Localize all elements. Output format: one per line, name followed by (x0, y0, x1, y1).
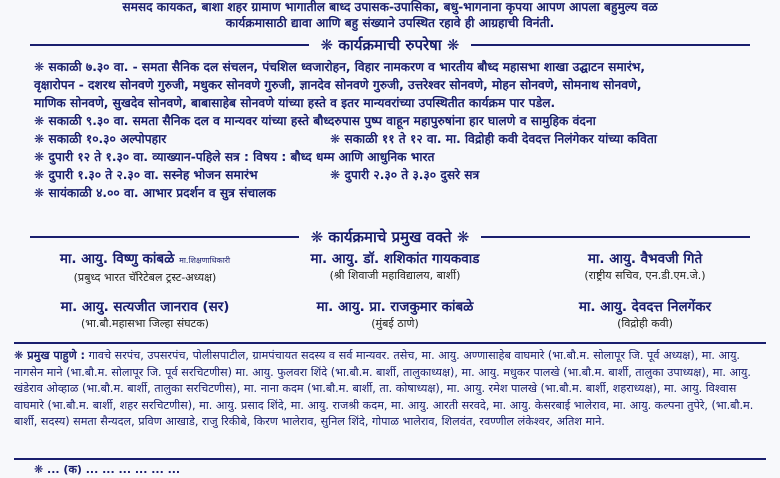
speaker-name: मा. आयु. डॉ. शशिकांत गायकवाड (310, 251, 480, 267)
speaker-name: मा. आयु. प्रा. राजकुमार कांबळे (316, 299, 474, 315)
speaker-desc: (श्री शिवाजी महाविद्यालय, बार्शी) (329, 269, 461, 282)
speaker-card (270, 250, 520, 283)
speaker-desc: (मुंबई ठाणे) (371, 317, 419, 330)
schedule-line-right-2: ❋ दुपारी २.३० ते ३.३० दुसरे सत्र (330, 168, 480, 182)
schedule-line-4: ❋ सकाळी ९.३० वा. समता सैनिक दल व मान्यवर यांच्या हस्ते बौध्दरुपास पुष्प वाहून महापुरुषांना हार घालणे व सामुहिक वंदना (34, 114, 596, 128)
schedule-line-2: वृक्षारोपन - दशरथ सोनवणे गुरुजी, मधुकर सोनवणे गुरुजी, ज्ञानदेव सोनवणे गुरुजी, उत्तरेश्वर सोनवणे, मोहन सोनवणे, सोमनाथ सोनवणे, (34, 78, 642, 92)
speakers-heading-row (0, 227, 780, 247)
speaker-desc: (भा.बौ.महासभा जिल्हा संघटक) (81, 317, 209, 330)
speaker-card (270, 298, 520, 331)
speaker-name: मा. आयु. वैभवजी गिते (587, 251, 703, 267)
speaker-card (20, 250, 270, 285)
speaker-desc: (विद्रोही कवी) (617, 317, 673, 330)
schedule-heading-row (0, 35, 780, 55)
schedule-line-1: ❋ सकाळी ७.३० वा. - समता सैनिक दल संचलन, पंचशिल ध्वजारोहन, विहार नामकरण व भारतीय बौध्द महासभा शाखा उद्घाटन समारंभ, (34, 60, 645, 74)
speaker-tag: मा.शिक्षणाधिकारी (179, 256, 231, 265)
intro-line-2: कार्यक्रमासाठी द्यावा आणि बहु संख्याने उपस्थित रहावे ही आग्रहाची विनंती. (225, 16, 555, 30)
ornament-icon: ❋ (310, 228, 324, 246)
guests-paragraph (14, 348, 766, 431)
speaker-card (20, 298, 270, 331)
guests-text: गावचे सरपंच, उपसरपंच, पोलीसपाटील, ग्रामपंचायत सदस्य व सर्व मान्यवर. तसेच, मा. आयु. अण्णासाहेब वाघमारे (भा.बौ.म. सोलापूर जि. पूर्व अध्यक्ष), मा. आयु. नागसेन माने (भा.बौ.म. सोलापूर जि. पूर्व सरचिटणीस) मा. आयु. फुलवरा शिंदे (भा.बौ.म. बार्शी, तालुकाध्यक्ष), मा. आयु. मधुकर पालखे (भा.बौ.म. बार्शी, तालुका उपाध्यक्ष), मा. आयु. खंडेराव ओव्हाळ (भा.बौ.म. बार्शी, तालुका सरचिटणीस), मा. नाना कदम (भा.बौ.म. बार्शी, ता. कोषाध्यक्ष), मा. आयु. रमेश पालखे (भा.बौ.म. बार्शी, शहराध्यक्ष), मा. आयु. विश्वास वाघमारे (भा.बौ.म. बार्शी, शहर सरचिटणीस), मा. आयु. प्रसाद शिंदे, मा. आयु. राजश्री कदम, मा. आयु. आरती सरवदे, मा. आयु. केसरबाई भालेराव, मा. आयु. कल्पना तुपेरे, (भा.बौ.म. बार्शी, सदस्य) समता सैन्यदल, प्रविण आखाडे, राजु रिकीबे, किरण भालेराव, सुनिल शिंदे, गोपाळ भालेराव, शिलवंत, रवण्णील लंकेश्वर, अतिश माने. (14, 349, 754, 428)
speakers-heading: ❋ कार्यक्रमाचे प्रमुख वक्ते ❋ (310, 228, 470, 246)
divider-right (471, 44, 750, 46)
schedule-line-8: ❋ सायंकाळी ४.०० वा. आभार प्रदर्शन व सुत्र संचालक (34, 186, 276, 200)
ornament-icon: ❋ (456, 228, 470, 246)
speaker-name: मा. आयु. सत्यजीत जानराव (सर) (60, 299, 230, 315)
speaker-name: मा. आयु. विष्णु कांबळे (59, 251, 175, 267)
speaker-desc: (प्रबुध्द भारत चॅरिटेबल ट्रस्ट-अध्यक्ष) (73, 271, 217, 284)
schedule-line-5: ❋ सकाळी १०.३० अल्पोपहार (34, 132, 167, 146)
schedule-line-3: माणिक सोनवणे, सुखदेव सोनवणे, बाबासाहेब सोनवणे यांच्या हस्ते व इतर मान्यवरांच्या उपस्थितीत कार्यक्रम पार पडेल. (34, 96, 556, 110)
guests-divider (14, 342, 766, 344)
speaker-name: मा. आयु. देवदत्त निलगेंकर (578, 299, 712, 315)
intro-line-1: समसद कायकत, बाशा शहर ग्रामाण भागातील बाध्द उपासक-उपासिका, बधु-भागनाना कृपया आपण आपला बहुमुल्य वळ (122, 0, 658, 14)
schedule-line-6: ❋ दुपारी १२ ते १.३० वा. व्याख्यान-पहिले सत्र : विषय : बौध्द धम्म आणि आधुनिक भारत (34, 150, 435, 164)
speaker-card (520, 250, 770, 283)
divider-left (30, 44, 309, 46)
schedule-heading: ❋ कार्यक्रमाची रुपरेषा ❋ (320, 36, 460, 54)
speaker-desc: (राष्ट्रीय सचिव, एन.डी.एम.जे.) (584, 269, 706, 282)
ornament-icon: ❋ (446, 36, 460, 54)
divider-left (30, 236, 299, 238)
ornament-icon: ❋ (320, 36, 334, 54)
schedule-line-right-1: ❋ सकाळी ११ ते १२ वा. मा. विद्रोही कवी देवदत्त निलंगेकर यांच्या कविता (330, 132, 657, 146)
schedule-line-7: ❋ दुपारी १.३० ते २.३० वा. सस्नेह भोजन समारंभ (34, 168, 258, 182)
footer-partial-line: ❋ ... (क) ... ... ... ... ... ... (34, 463, 181, 476)
divider-right (481, 236, 750, 238)
guests-label: ❋ प्रमुख पाहुणे : (14, 349, 86, 362)
speaker-card (520, 298, 770, 331)
bottom-divider (14, 458, 766, 460)
